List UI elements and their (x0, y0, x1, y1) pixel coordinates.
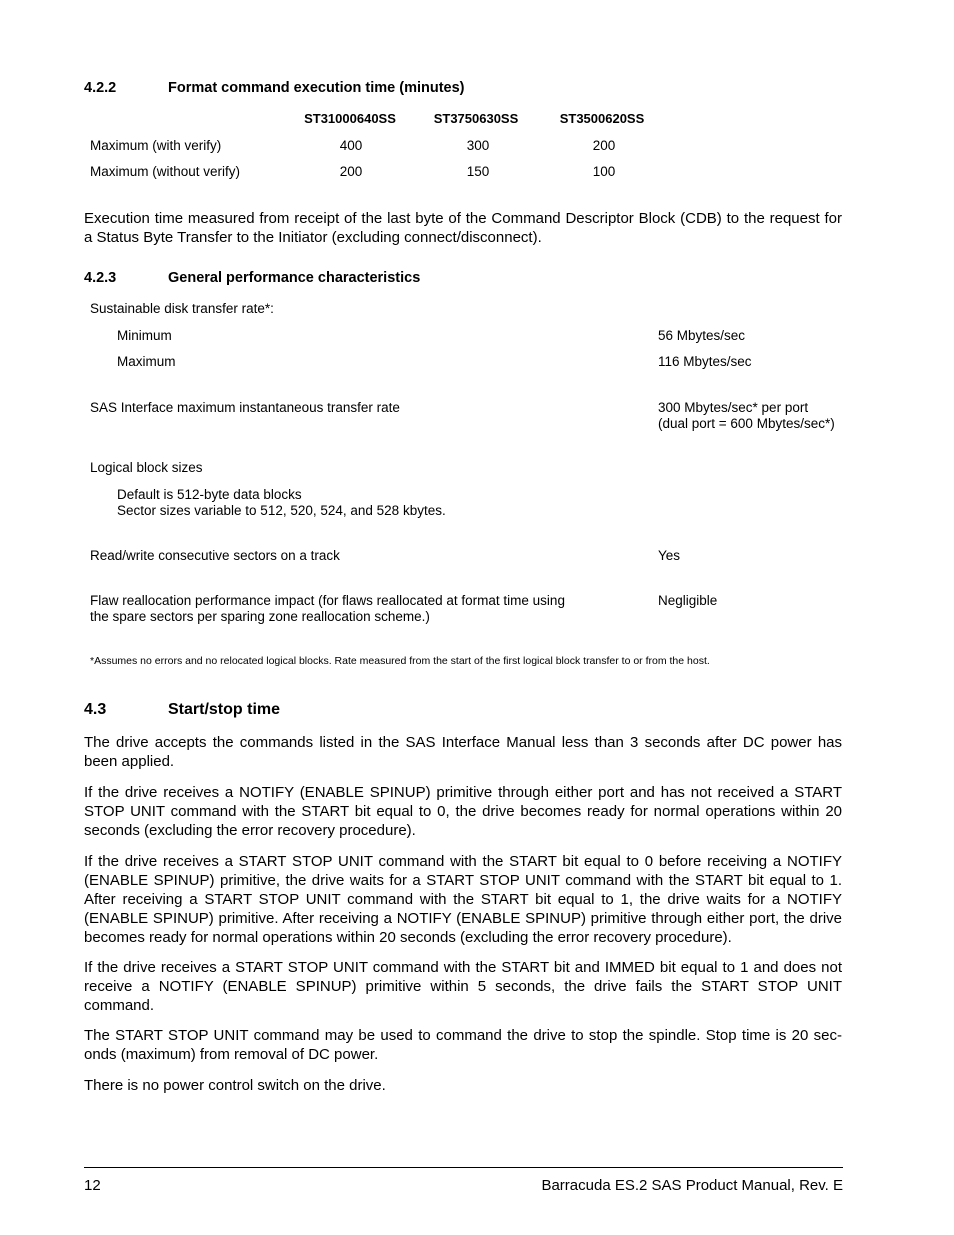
maximum-value: 116 Mbytes/sec (658, 354, 752, 369)
sas-rate-value: 300 Mbytes/sec* per port (dual port = 600 Mbytes/sec*) (658, 400, 835, 431)
table-cell: 200 (592, 138, 616, 153)
logical-block-detail: Default is 512-byte data blocks Sector sizes variable to 512, 520, 524, and 528 kbytes. (117, 487, 446, 518)
table-cell: 200 (339, 164, 363, 179)
table-cell: 150 (466, 164, 490, 179)
section-title: General performance characteristics (168, 270, 421, 286)
section-title: Start/stop time (168, 701, 281, 718)
section-number: 4.2.2 (84, 80, 117, 96)
paragraph: If the drive receives a START STOP UNIT command with the START bit equal to 0 before receiving a NOTIFY (ENABLE SPINUP) primitive, the drive waits for a START STOP UNIT command with the START bit equal to 1. After receiving a START STOP UNIT command with the START bit equal to 1, the drive waits for a NOTIFY (ENABLE SPINUP) primitive. After receiving a NOTIFY (ENABLE SPINUP) primitive through either port, the drive becomes ready for normal operations within 20 seconds (excluding the error recovery procedure). (84, 853, 842, 946)
flaw-label: Flaw reallocation performance impact (for flaws reallocated at format time using the spare sectors per sparing zone reallocation scheme.) (90, 593, 565, 624)
footer-title: Barracuda ES.2 SAS Product Manual, Rev. E (541, 1177, 843, 1194)
section-number: 4.3 (84, 701, 107, 718)
rw-sectors-label: Read/write consecutive sectors on a track (90, 548, 340, 563)
sas-rate-label: SAS Interface maximum instantaneous transfer rate (90, 400, 400, 415)
paragraph: If the drive receives a START STOP UNIT command with the START bit and IMMED bit equal to 1 and does not receive a NOTIFY (ENABLE SPINUP) primitive within 5 seconds, the drive fails the START STOP UNIT command. (84, 959, 842, 1014)
paragraph: If the drive receives a NOTIFY (ENABLE SPINUP) primitive through either port and has not received a START STOP UNIT command with the START bit equal to 0, the drive becomes ready for normal operations within 20 seconds (excluding the error recovery procedure). (84, 784, 842, 839)
section-number: 4.2.3 (84, 270, 117, 286)
rw-sectors-value: Yes (658, 548, 681, 563)
paragraph: The drive accepts the commands listed in the SAS Interface Manual less than 3 seconds after DC power has been applied. (84, 734, 842, 770)
execution-time-note: Execution time measured from receipt of the last byte of the Command Descriptor Block (CDB) to the request for a Status Byte Transfer to the Initiator (excluding connect/disconnect). (84, 210, 842, 246)
column-header: ST31000640SS (304, 111, 396, 126)
flaw-value: Negligible (658, 593, 718, 608)
row-label: Maximum (without verify) (90, 164, 241, 179)
page-number: 12 (84, 1177, 101, 1194)
table-cell: 100 (592, 164, 616, 179)
footer-divider (84, 1167, 843, 1168)
sustainable-rate-label: Sustainable disk transfer rate*: (90, 301, 274, 316)
column-header: ST3750630SS (433, 111, 519, 126)
minimum-value: 56 Mbytes/sec (658, 328, 746, 343)
table-cell: 300 (466, 138, 490, 153)
minimum-label: Minimum (117, 328, 172, 343)
table-cell: 400 (339, 138, 363, 153)
footnote: *Assumes no errors and no relocated logical blocks. Rate measured from the start of the first logical block transfer to or from the host. (90, 655, 710, 667)
column-header: ST3500620SS (559, 111, 645, 126)
row-label: Maximum (with verify) (90, 138, 222, 153)
paragraph: There is no power control switch on the drive. (84, 1077, 386, 1094)
section-title: Format command execution time (minutes) (168, 80, 465, 96)
logical-block-label: Logical block sizes (90, 460, 203, 475)
paragraph: The START STOP UNIT command may be used to command the drive to stop the spindle. Stop time is 20 sec-onds (maximum) from removal of DC power. (84, 1027, 842, 1063)
maximum-label: Maximum (117, 354, 176, 369)
